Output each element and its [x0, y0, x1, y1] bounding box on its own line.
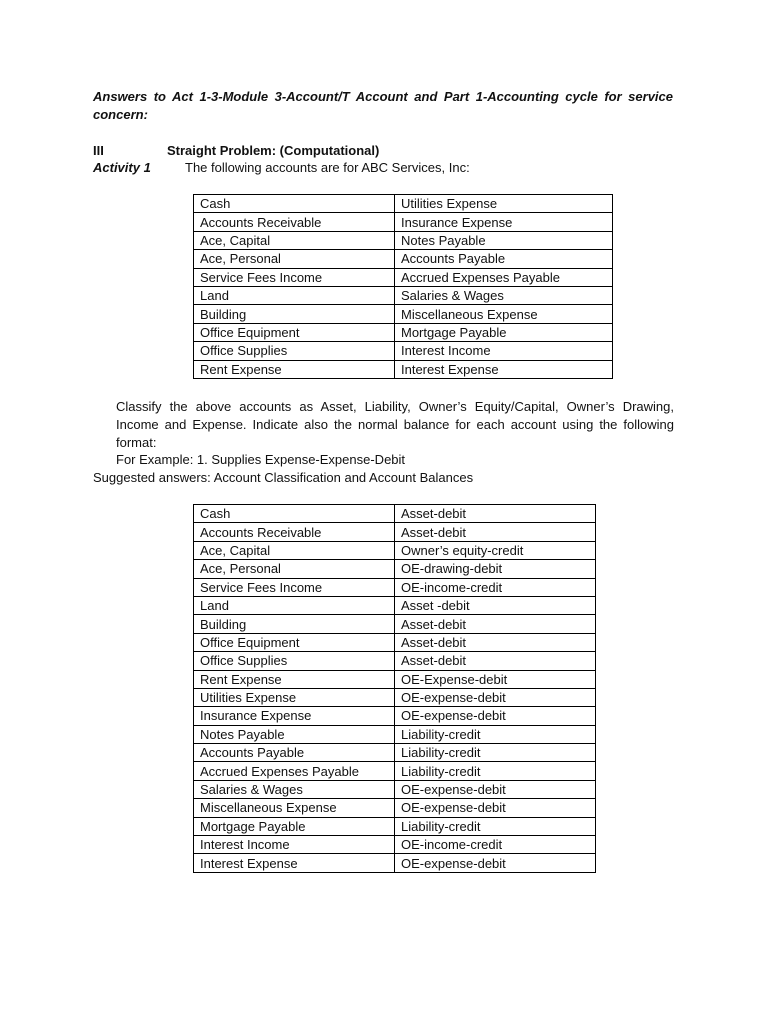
suggested-answers-line: Suggested answers: Account Classification and Account Balances	[93, 470, 474, 485]
instructions-paragraph: Classify the above accounts as Asset, Liability, Owner’s Equity/Capital, Owner’s Drawing, Income and Expense. Indicate also the normal balance for each account using the following format:	[116, 399, 674, 450]
table-cell: Land	[194, 286, 395, 304]
table-cell: Salaries & Wages	[194, 780, 395, 798]
table-cell: Asset-debit	[395, 505, 596, 523]
table-cell: OE-expense-debit	[395, 707, 596, 725]
table-row	[194, 541, 596, 559]
table-row	[194, 670, 596, 688]
accounts-table	[193, 194, 613, 379]
activity-label: Activity 1	[93, 160, 151, 175]
table-cell: Accounts Payable	[395, 250, 613, 268]
table-cell: Office Supplies	[194, 342, 395, 360]
table-cell: Cash	[194, 505, 395, 523]
table-cell: Asset -debit	[395, 596, 596, 614]
section-title: Straight Problem: (Computational)	[167, 143, 380, 158]
table-cell: Office Equipment	[194, 633, 395, 651]
table-row	[194, 213, 613, 231]
table-cell: Liability-credit	[395, 725, 596, 743]
table-cell: Cash	[194, 195, 395, 213]
table-cell: OE-expense-debit	[395, 688, 596, 706]
example-line: For Example: 1. Supplies Expense-Expense-Debit	[116, 452, 406, 467]
table-cell: Office Supplies	[194, 652, 395, 670]
table-cell: Notes Payable	[194, 725, 395, 743]
table-row	[194, 707, 596, 725]
table-row	[194, 505, 596, 523]
table-cell: Insurance Expense	[194, 707, 395, 725]
table-cell: Building	[194, 615, 395, 633]
table-cell: Ace, Capital	[194, 231, 395, 249]
table-row	[194, 762, 596, 780]
table-cell: Notes Payable	[395, 231, 613, 249]
table-cell: Accounts Receivable	[194, 213, 395, 231]
table-cell: Accounts Receivable	[194, 523, 395, 541]
table-cell: Ace, Personal	[194, 560, 395, 578]
table-cell: Asset-debit	[395, 652, 596, 670]
table-cell: Interest Income	[395, 342, 613, 360]
table-row	[194, 360, 613, 378]
table-row	[194, 195, 613, 213]
table-cell: Interest Income	[194, 836, 395, 854]
table-cell: Utilities Expense	[194, 688, 395, 706]
table-row	[194, 560, 596, 578]
table-cell: Liability-credit	[395, 762, 596, 780]
table-row	[194, 286, 613, 304]
answers-table	[193, 504, 596, 873]
table-cell: Service Fees Income	[194, 268, 395, 286]
answers-table-body	[194, 505, 596, 873]
table-cell: Mortgage Payable	[194, 817, 395, 835]
table-cell: Interest Expense	[194, 854, 395, 872]
table-cell: Service Fees Income	[194, 578, 395, 596]
table-row	[194, 578, 596, 596]
table-cell: Rent Expense	[194, 360, 395, 378]
table-cell: OE-drawing-debit	[395, 560, 596, 578]
table-row	[194, 633, 596, 651]
table-row	[194, 596, 596, 614]
table-row	[194, 799, 596, 817]
table-cell: Liability-credit	[395, 744, 596, 762]
table-cell: Accrued Expenses Payable	[395, 268, 613, 286]
activity-text: The following accounts are for ABC Services, Inc:	[185, 160, 470, 175]
table-cell: Asset-debit	[395, 615, 596, 633]
table-cell: Office Equipment	[194, 323, 395, 341]
table-row	[194, 250, 613, 268]
table-cell: OE-Expense-debit	[395, 670, 596, 688]
table-cell: Miscellaneous Expense	[194, 799, 395, 817]
table-cell: Asset-debit	[395, 633, 596, 651]
table-cell: Miscellaneous Expense	[395, 305, 613, 323]
table-cell: OE-expense-debit	[395, 780, 596, 798]
table-row	[194, 342, 613, 360]
table-cell: OE-expense-debit	[395, 854, 596, 872]
table-row	[194, 688, 596, 706]
table-row	[194, 854, 596, 872]
table-row	[194, 817, 596, 835]
table-row	[194, 780, 596, 798]
table-row	[194, 744, 596, 762]
table-cell: Owner’s equity-credit	[395, 541, 596, 559]
activity-line	[93, 159, 470, 177]
table-cell: Building	[194, 305, 395, 323]
table-row	[194, 615, 596, 633]
table-cell: Mortgage Payable	[395, 323, 613, 341]
table-cell: Ace, Capital	[194, 541, 395, 559]
table-row	[194, 305, 613, 323]
table-cell: Ace, Personal	[194, 250, 395, 268]
table-cell: Utilities Expense	[395, 195, 613, 213]
section-numeral: III	[93, 143, 104, 158]
table-cell: Liability-credit	[395, 817, 596, 835]
table-cell: Rent Expense	[194, 670, 395, 688]
table-cell: Asset-debit	[395, 523, 596, 541]
accounts-table-body	[194, 195, 613, 379]
table-cell: Accounts Payable	[194, 744, 395, 762]
table-cell: Accrued Expenses Payable	[194, 762, 395, 780]
table-cell: Interest Expense	[395, 360, 613, 378]
table-row	[194, 523, 596, 541]
table-cell: Land	[194, 596, 395, 614]
section-title-line	[93, 142, 379, 160]
table-row	[194, 836, 596, 854]
table-row	[194, 652, 596, 670]
table-row	[194, 725, 596, 743]
table-row	[194, 323, 613, 341]
table-cell: Salaries & Wages	[395, 286, 613, 304]
table-cell: OE-income-credit	[395, 836, 596, 854]
table-row	[194, 268, 613, 286]
table-row	[194, 231, 613, 249]
table-cell: OE-expense-debit	[395, 799, 596, 817]
document-heading: Answers to Act 1-3-Module 3-Account/T Account and Part 1-Accounting cycle for service concern:	[93, 89, 673, 122]
table-cell: Insurance Expense	[395, 213, 613, 231]
table-cell: OE-income-credit	[395, 578, 596, 596]
